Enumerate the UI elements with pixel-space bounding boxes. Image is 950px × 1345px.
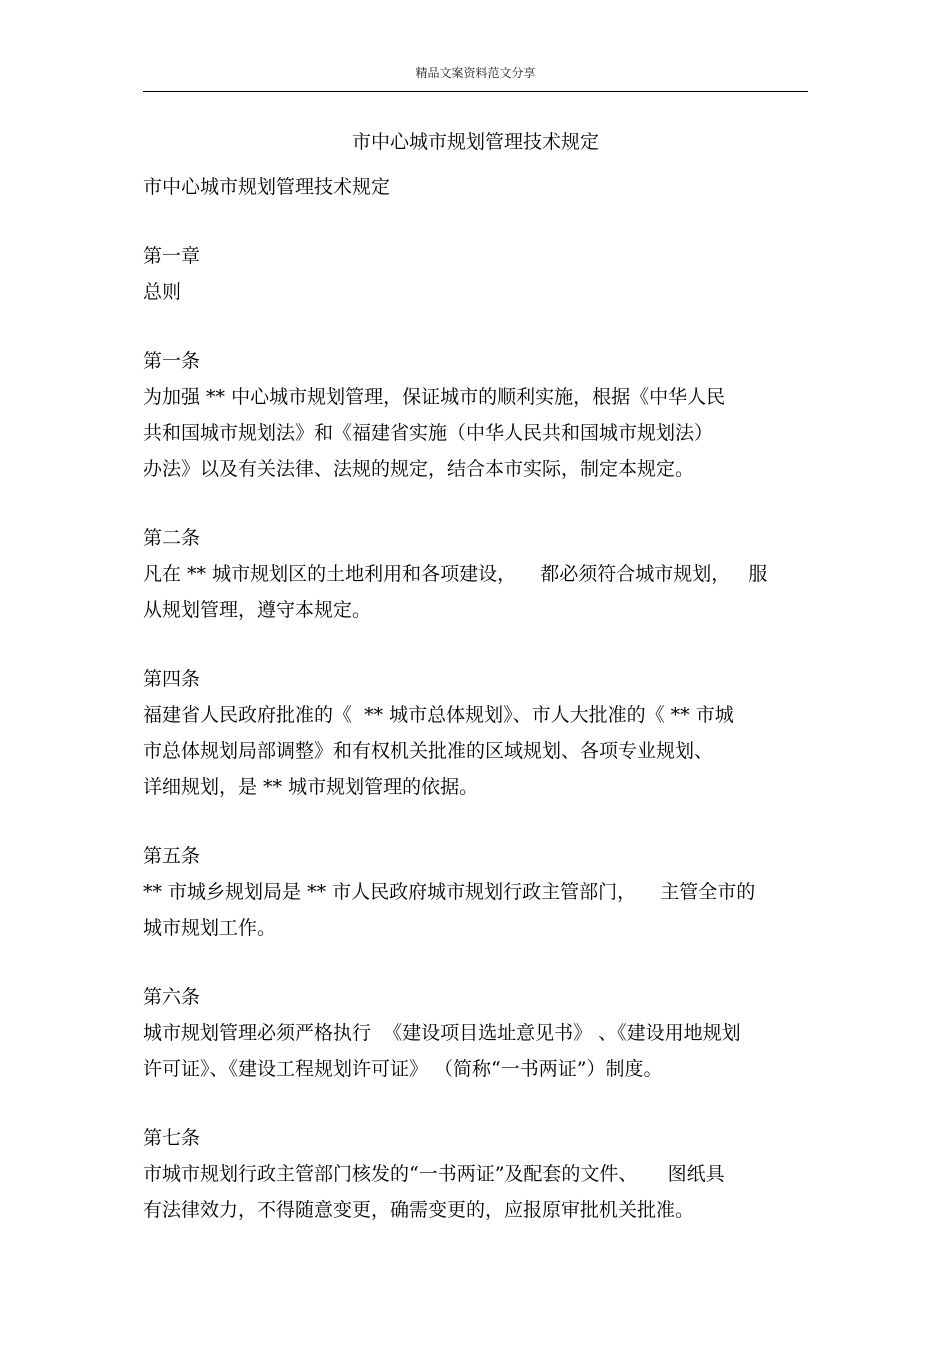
- article-text-line: 城市规划工作。: [143, 917, 277, 939]
- document-subtitle: 市中心城市规划管理技术规定: [143, 176, 391, 198]
- article: [143, 520, 808, 628]
- article-label: 第二条: [143, 527, 201, 549]
- article: [143, 838, 808, 946]
- article-label: 第六条: [143, 986, 201, 1008]
- article: [143, 979, 808, 1087]
- article-text-line: 福建省人民政府批准的《 ** 城市总体规划》、市人大批准的《 ** 市城: [143, 704, 734, 726]
- article: [143, 343, 808, 487]
- article-label: 第四条: [143, 668, 201, 690]
- article-text-line: 办法》以及有关法律、法规的规定，结合本市实际，制定本规定。: [143, 458, 695, 480]
- header-divider: [143, 91, 808, 92]
- article-text-line: 有法律效力，不得随意变更，确需变更的，应报原审批机关批准。: [143, 1199, 695, 1221]
- article-text-line: 共和国城市规划法》和《福建省实施（中华人民共和国城市规划法）: [143, 422, 714, 444]
- document-title: 市中心城市规划管理技术规定: [351, 131, 599, 153]
- article-text-line: 为加强 ** 中心城市规划管理，保证城市的顺利实施，根据《中华人民: [143, 386, 726, 408]
- document-body: [143, 169, 808, 1228]
- article-text-line: ** 市城乡规划局是 ** 市人民政府城市规划行政主管部门， 主管全市的: [143, 881, 756, 903]
- article-text-line: 市总体规划局部调整》和有权机关批准的区域规划、各项专业规划、: [143, 740, 714, 762]
- article-text-line: 凡在 ** 城市规划区的土地利用和各项建设， 都必须符合城市规划， 服: [143, 563, 768, 585]
- article-label: 第七条: [143, 1127, 201, 1149]
- article-text-line: 详细规划，是 ** 城市规划管理的依据。: [143, 776, 479, 798]
- article-text-line: 市城市规划行政主管部门核发的“一书两证”及配套的文件、 图纸具: [143, 1163, 725, 1185]
- chapter-name: 总则: [143, 281, 182, 303]
- article-text-line: 许可证》、《建设工程规划许可证》 （简称“一书两证”）制度。: [143, 1058, 663, 1080]
- article-text-line: 城市规划管理必须严格执行 《建设项目选址意见书》 、《建设用地规划: [143, 1022, 741, 1044]
- chapter-label: 第一章: [143, 245, 201, 267]
- page-header: 精品文案资料范文分享: [415, 66, 536, 80]
- article-label: 第五条: [143, 845, 201, 867]
- article-label: 第一条: [143, 350, 201, 372]
- article: [143, 1120, 808, 1228]
- article: [143, 661, 808, 805]
- article-text-line: 从规划管理，遵守本规定。: [143, 599, 372, 621]
